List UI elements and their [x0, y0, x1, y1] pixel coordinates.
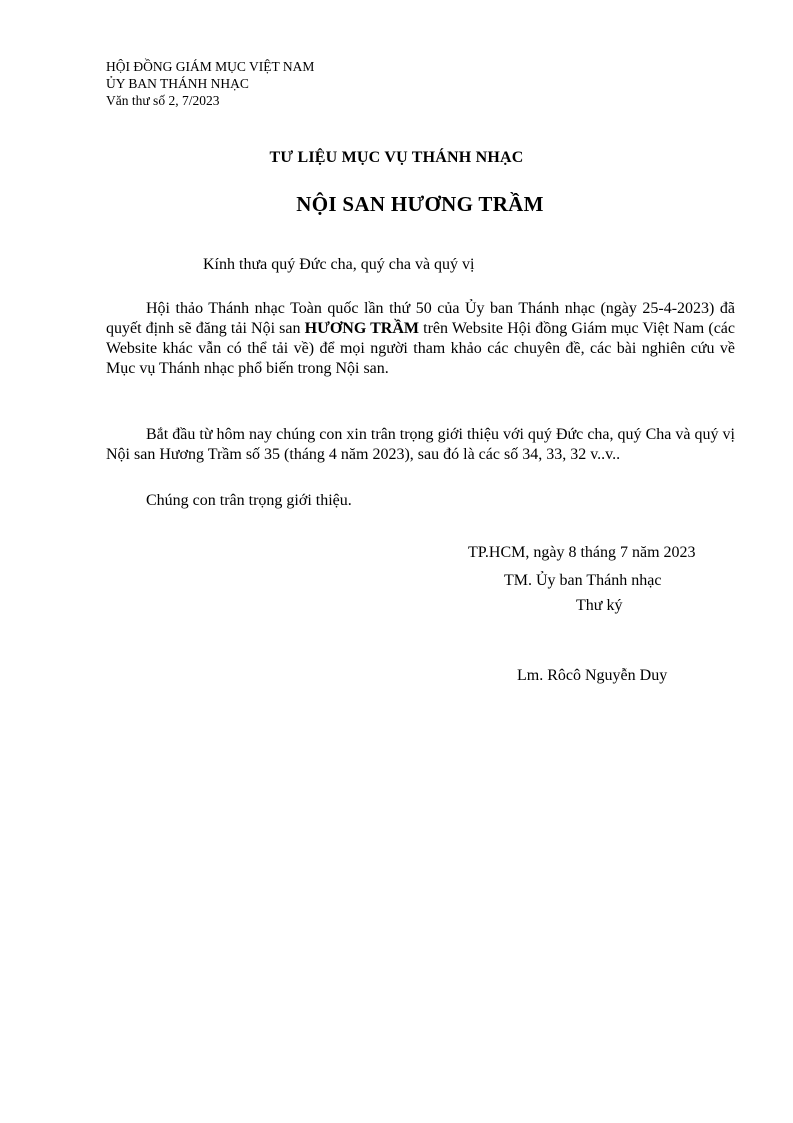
document-reference: Văn thư số 2, 7/2023: [106, 93, 220, 108]
signatory-name: Lm. Rôcô Nguyễn Duy: [517, 667, 668, 684]
signature-organization: TM. Ủy ban Thánh nhạc: [504, 572, 662, 589]
body-paragraph-1: [106, 299, 735, 379]
signature-role: Thư ký: [576, 597, 623, 614]
salutation: Kính thưa quý Đức cha, quý cha và quý vị: [203, 256, 475, 273]
document-subtitle: TƯ LIỆU MỤC VỤ THÁNH NHẠC: [269, 149, 524, 166]
place-and-date: TP.HCM, ngày 8 tháng 7 năm 2023: [468, 544, 696, 561]
paragraph-1-text-start: Hội thảo Thánh nhạc Toàn quốc lần thứ 50 của Ủy ban Thánh nhạc (ngày 25-4-2023) đã quyết định sẽ đăng tải Nội san: [106, 300, 735, 337]
org-name-committee: ỦY BAN THÁNH NHẠC: [106, 76, 249, 91]
paragraph-1-text-end: trên Website Hội đồng Giám mục Việt Nam (các Website khác vẫn có thể tải về) để mọi người tham khảo các chuyên đề, các bài nghiên cứu về Mục vụ Thánh nhạc phổ biến trong Nội san.: [106, 320, 736, 377]
body-paragraph-3: Chúng con trân trọng giới thiệu.: [146, 492, 352, 509]
letterhead: [106, 58, 314, 109]
newsletter-name-emphasis: HƯƠNG TRẦM: [304, 320, 419, 337]
org-name-conference: HỘI ĐỒNG GIÁM MỤC VIỆT NAM: [106, 59, 315, 74]
document-title: NỘI SAN HƯƠNG TRẦM: [296, 192, 544, 216]
body-paragraph-2: Bắt đầu từ hôm nay chúng con xin trân trọng giới thiệu với quý Đức cha, quý Cha và quý vị Nội san Hương Trầm số 35 (tháng 4 năm 2023), sau đó là các số 34, 33, 32 v..v..: [106, 426, 735, 463]
